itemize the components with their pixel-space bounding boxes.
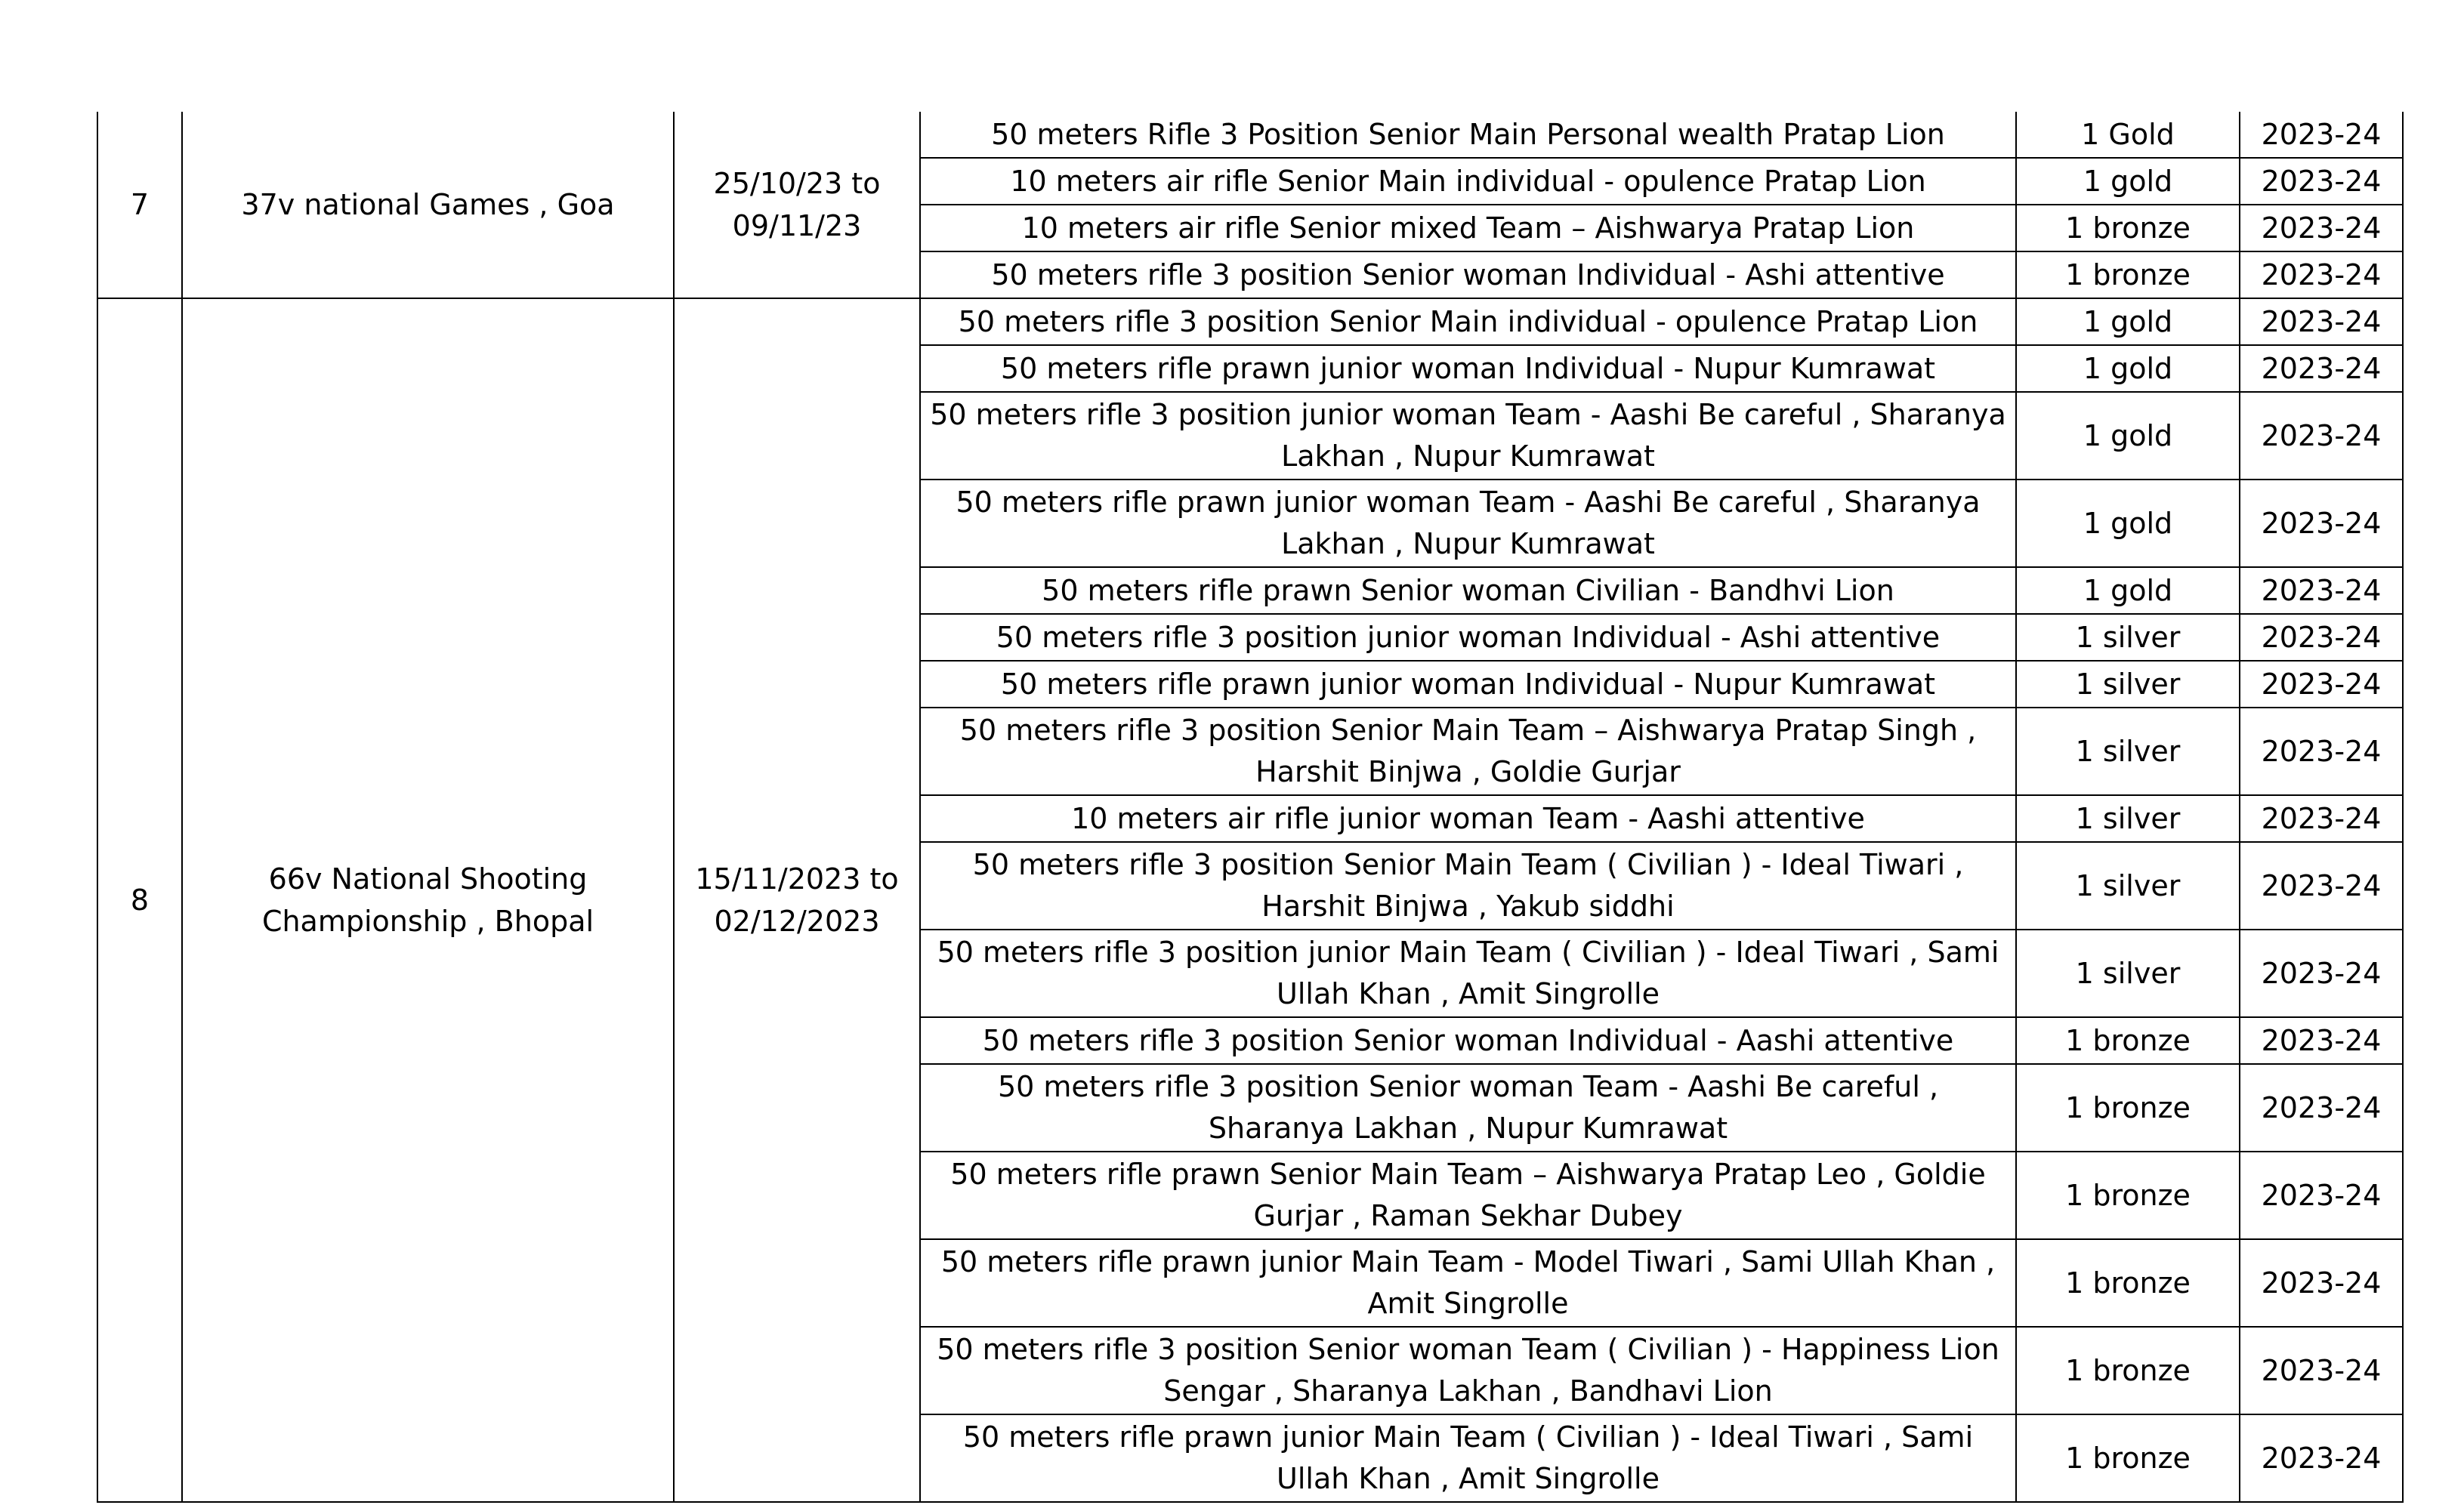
achievement-description-cell: 50 meters rifle prawn junior woman Individual - Nupur Kumrawat bbox=[920, 661, 2016, 708]
achievement-description-cell: 50 meters rifle prawn junior Main Team ( Civilian ) - Ideal Tiwari , Sami Ullah Khan , Amit Singrolle bbox=[920, 1414, 2016, 1502]
medal-cell: 1 Gold bbox=[2016, 112, 2240, 158]
season-cell: 2023-24 bbox=[2240, 298, 2403, 345]
medal-cell: 1 silver bbox=[2016, 930, 2240, 1017]
season-cell: 2023-24 bbox=[2240, 158, 2403, 205]
season-cell: 2023-24 bbox=[2240, 251, 2403, 298]
event-dates-cell: 15/11/2023 to 02/12/2023 bbox=[674, 298, 920, 1502]
achievement-description-cell: 50 meters rifle prawn Senior Main Team – Aishwarya Pratap Leo , Goldie Gurjar , Raman Sekhar Dubey bbox=[920, 1152, 2016, 1239]
season-cell: 2023-24 bbox=[2240, 1327, 2403, 1414]
medal-cell: 1 bronze bbox=[2016, 1414, 2240, 1502]
medal-cell: 1 silver bbox=[2016, 614, 2240, 661]
event-dates-cell: 25/10/23 to 09/11/23 bbox=[674, 112, 920, 298]
season-cell: 2023-24 bbox=[2240, 112, 2403, 158]
medal-cell: 1 gold bbox=[2016, 480, 2240, 567]
table-body bbox=[97, 112, 2403, 1502]
medal-cell: 1 bronze bbox=[2016, 205, 2240, 251]
achievement-description-cell: 50 meters rifle 3 position Senior woman Team - Aashi Be careful , Sharanya Lakhan , Nupur Kumrawat bbox=[920, 1064, 2016, 1152]
medal-cell: 1 gold bbox=[2016, 298, 2240, 345]
season-cell: 2023-24 bbox=[2240, 480, 2403, 567]
medal-cell: 1 silver bbox=[2016, 661, 2240, 708]
medal-cell: 1 bronze bbox=[2016, 251, 2240, 298]
medal-cell: 1 bronze bbox=[2016, 1017, 2240, 1064]
achievement-description-cell: 50 meters rifle prawn junior woman Individual - Nupur Kumrawat bbox=[920, 345, 2016, 392]
season-cell: 2023-24 bbox=[2240, 1414, 2403, 1502]
season-cell: 2023-24 bbox=[2240, 614, 2403, 661]
achievement-description-cell: 50 meters rifle 3 position Senior Main Team – Aishwarya Pratap Singh , Harshit Binjwa , Goldie Gurjar bbox=[920, 708, 2016, 795]
achievement-description-cell: 50 meters rifle 3 position junior woman Team - Aashi Be careful , Sharanya Lakhan , Nupur Kumrawat bbox=[920, 392, 2016, 480]
achievement-description-cell: 50 meters rifle 3 position Senior Main individual - opulence Pratap Lion bbox=[920, 298, 2016, 345]
season-cell: 2023-24 bbox=[2240, 708, 2403, 795]
medal-cell: 1 gold bbox=[2016, 345, 2240, 392]
season-cell: 2023-24 bbox=[2240, 345, 2403, 392]
achievement-description-cell: 10 meters air rifle Senior Main individual - opulence Pratap Lion bbox=[920, 158, 2016, 205]
achievement-description-cell: 10 meters air rifle Senior mixed Team – Aishwarya Pratap Lion bbox=[920, 205, 2016, 251]
season-cell: 2023-24 bbox=[2240, 1152, 2403, 1239]
medal-cell: 1 silver bbox=[2016, 842, 2240, 930]
achievement-description-cell: 50 meters rifle 3 position Senior woman Team ( Civilian ) - Happiness Lion Sengar , Sharanya Lakhan , Bandhavi Lion bbox=[920, 1327, 2016, 1414]
achievement-description-cell: 50 meters rifle prawn Senior woman Civilian - Bandhvi Lion bbox=[920, 567, 2016, 614]
table-row bbox=[97, 112, 2403, 158]
season-cell: 2023-24 bbox=[2240, 205, 2403, 251]
medal-cell: 1 bronze bbox=[2016, 1064, 2240, 1152]
medal-cell: 1 bronze bbox=[2016, 1152, 2240, 1239]
season-cell: 2023-24 bbox=[2240, 842, 2403, 930]
medal-cell: 1 silver bbox=[2016, 708, 2240, 795]
achievement-description-cell: 50 meters rifle 3 position Senior woman Individual - Ashi attentive bbox=[920, 251, 2016, 298]
medal-cell: 1 gold bbox=[2016, 158, 2240, 205]
table-row bbox=[97, 298, 2403, 345]
achievement-description-cell: 50 meters rifle 3 position junior Main Team ( Civilian ) - Ideal Tiwari , Sami Ullah Khan , Amit Singrolle bbox=[920, 930, 2016, 1017]
achievement-description-cell: 50 meters rifle 3 position Senior Main Team ( Civilian ) - Ideal Tiwari , Harshit Binjwa , Yakub siddhi bbox=[920, 842, 2016, 930]
serial-number-cell: 7 bbox=[97, 112, 182, 298]
serial-number-cell: 8 bbox=[97, 298, 182, 1502]
achievement-description-cell: 50 meters rifle 3 position junior woman Individual - Ashi attentive bbox=[920, 614, 2016, 661]
medal-cell: 1 bronze bbox=[2016, 1327, 2240, 1414]
season-cell: 2023-24 bbox=[2240, 1064, 2403, 1152]
achievement-description-cell: 50 meters Rifle 3 Position Senior Main Personal wealth Pratap Lion bbox=[920, 112, 2016, 158]
season-cell: 2023-24 bbox=[2240, 567, 2403, 614]
medal-cell: 1 gold bbox=[2016, 392, 2240, 480]
season-cell: 2023-24 bbox=[2240, 795, 2403, 842]
achievements-table bbox=[97, 112, 2404, 1503]
medal-cell: 1 gold bbox=[2016, 567, 2240, 614]
season-cell: 2023-24 bbox=[2240, 1239, 2403, 1327]
achievement-description-cell: 50 meters rifle 3 position Senior woman Individual - Aashi attentive bbox=[920, 1017, 2016, 1064]
event-name-cell: 37v national Games , Goa bbox=[182, 112, 674, 298]
medal-cell: 1 bronze bbox=[2016, 1239, 2240, 1327]
season-cell: 2023-24 bbox=[2240, 392, 2403, 480]
season-cell: 2023-24 bbox=[2240, 661, 2403, 708]
season-cell: 2023-24 bbox=[2240, 1017, 2403, 1064]
medal-cell: 1 silver bbox=[2016, 795, 2240, 842]
achievement-description-cell: 50 meters rifle prawn junior woman Team - Aashi Be careful , Sharanya Lakhan , Nupur Kumrawat bbox=[920, 480, 2016, 567]
event-name-cell: 66v National Shooting Championship , Bhopal bbox=[182, 298, 674, 1502]
achievement-description-cell: 50 meters rifle prawn junior Main Team - Model Tiwari , Sami Ullah Khan , Amit Singrolle bbox=[920, 1239, 2016, 1327]
achievement-description-cell: 10 meters air rifle junior woman Team - Aashi attentive bbox=[920, 795, 2016, 842]
season-cell: 2023-24 bbox=[2240, 930, 2403, 1017]
